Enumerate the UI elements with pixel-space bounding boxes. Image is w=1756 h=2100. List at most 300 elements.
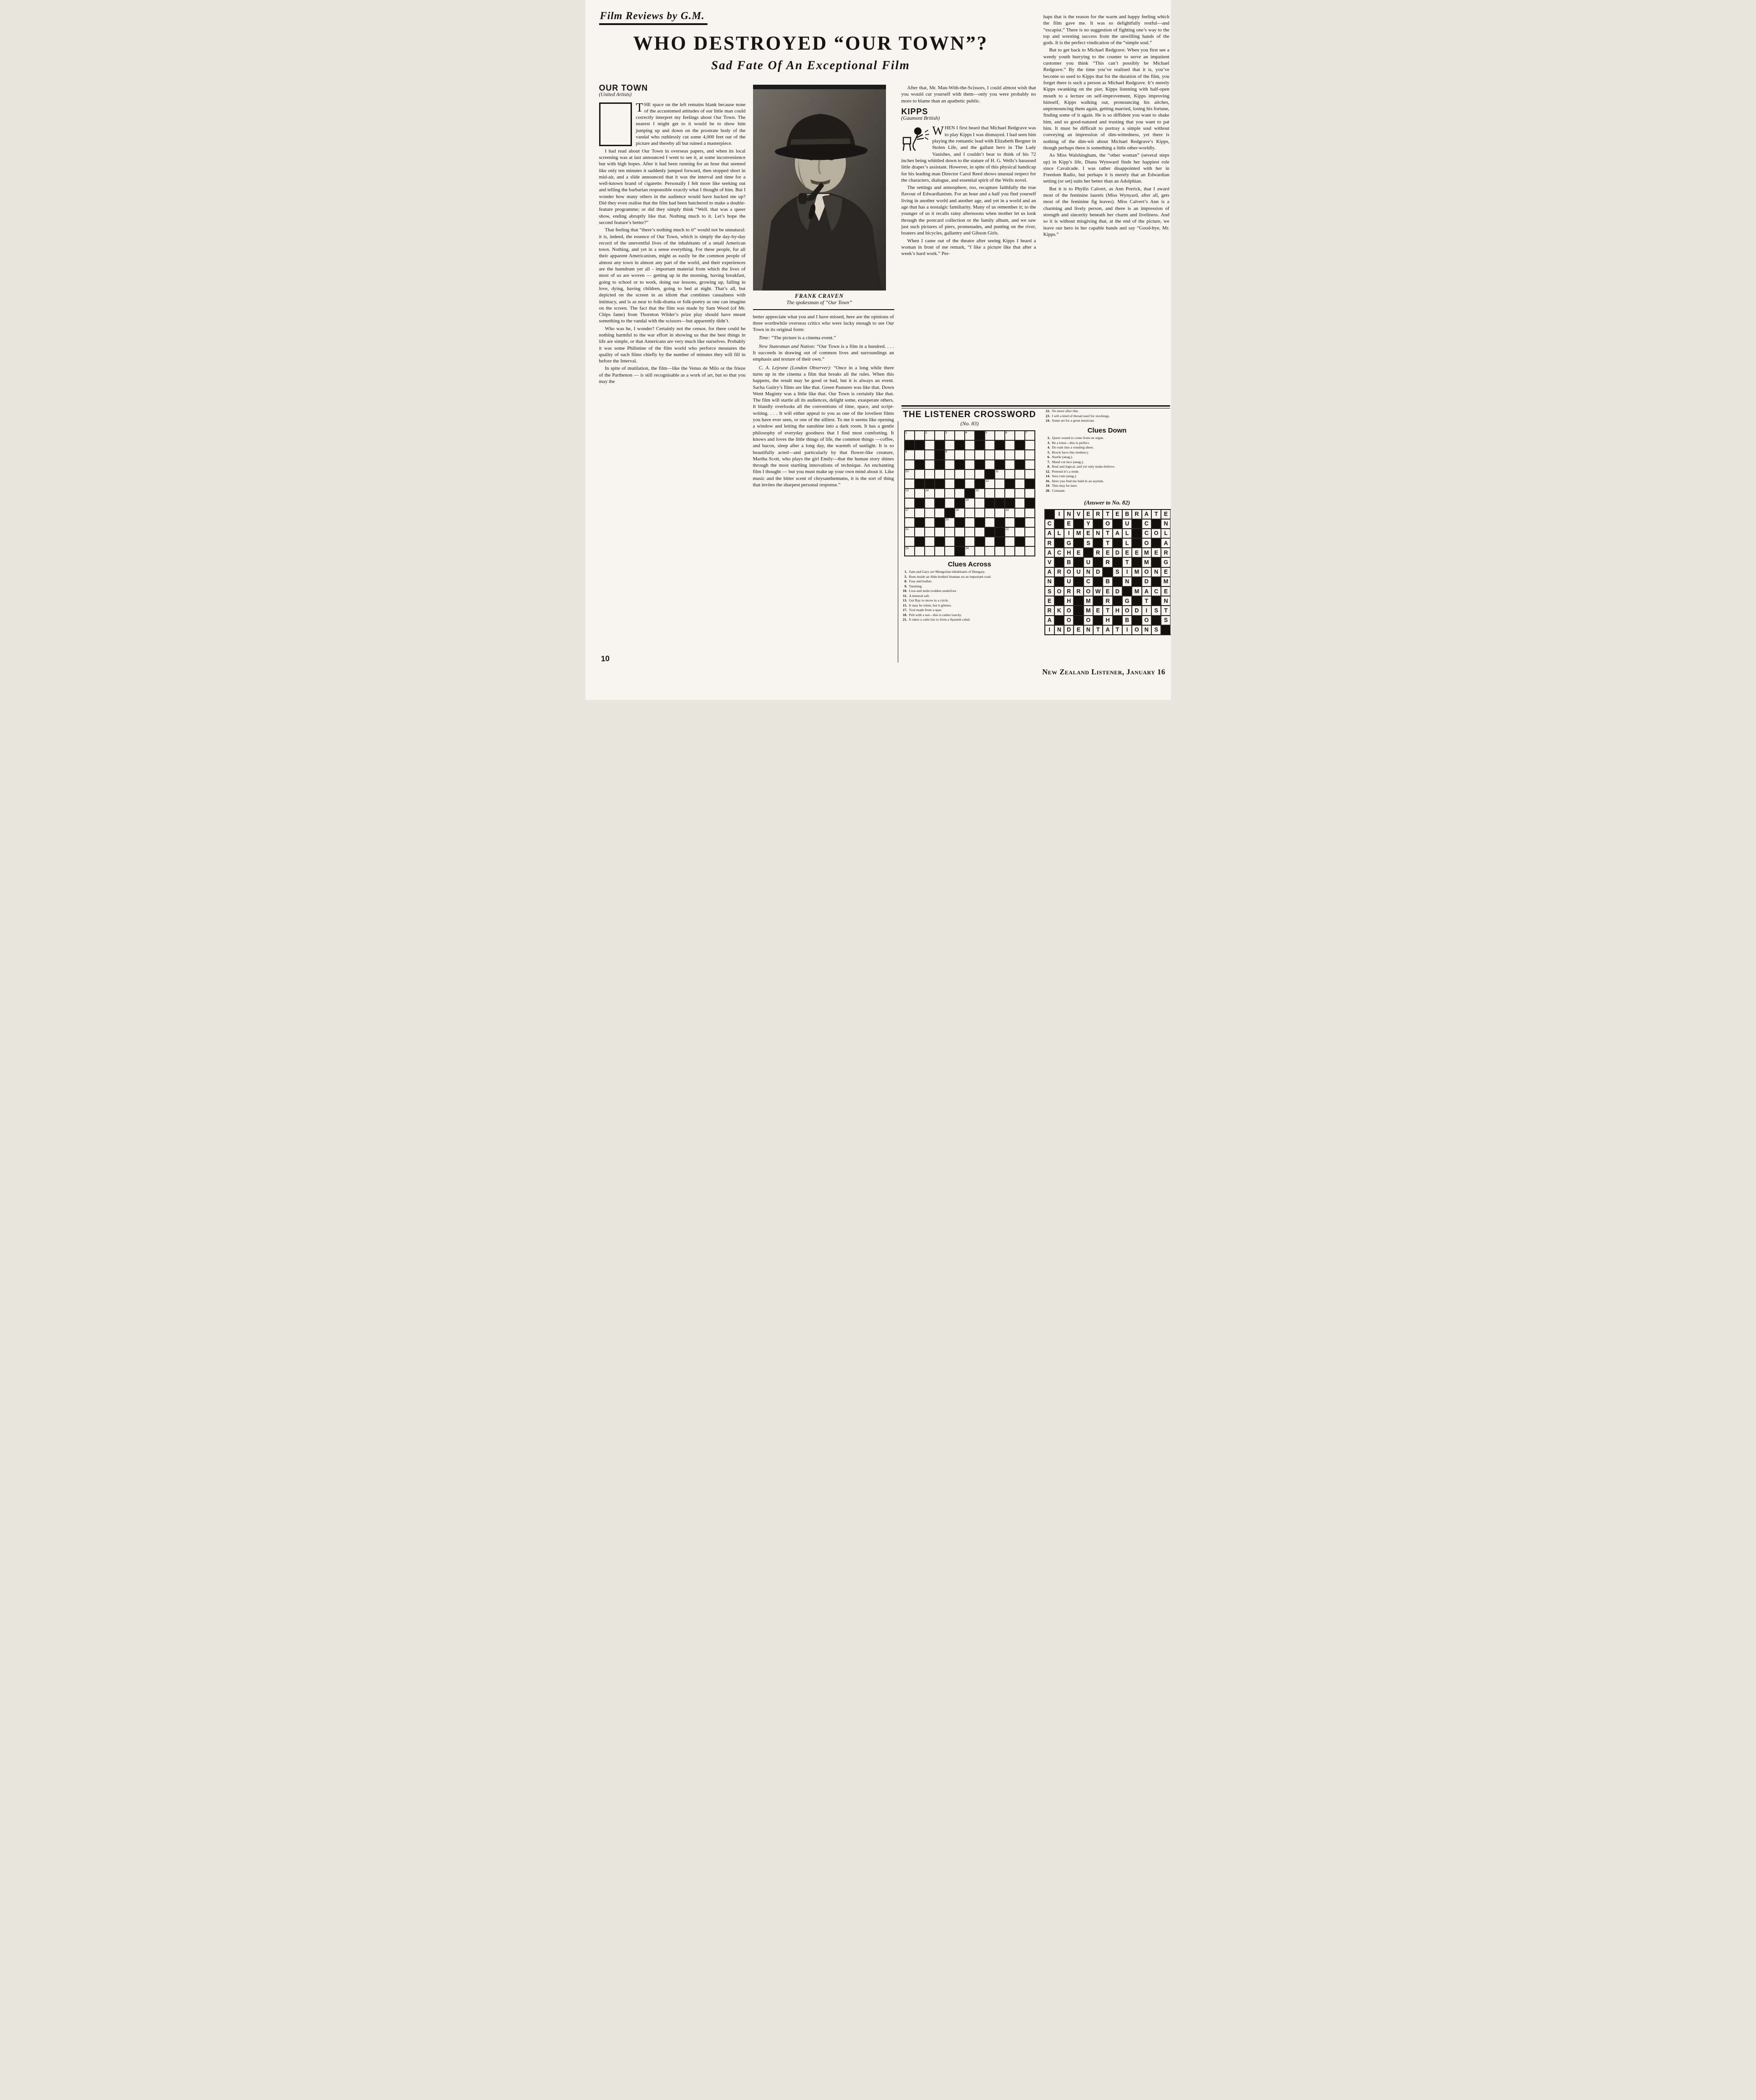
clues-down-list [1044, 436, 1170, 493]
crossword-cell [945, 460, 955, 469]
crossword-cell [1132, 529, 1141, 538]
clue-number: 4. [1047, 445, 1050, 449]
crossword-cell [955, 546, 965, 556]
crossword-cell [995, 440, 1005, 450]
crossword-cell [955, 498, 965, 508]
crossword-cell [1074, 538, 1083, 548]
clue-text: No more after this. [1052, 409, 1079, 413]
crossword-clue [1044, 489, 1170, 493]
crossword-cell [995, 508, 1005, 518]
crossword-clue [1044, 474, 1170, 478]
lead-text: HEN I first heard that Michael Redgrave was to play Kipps I was dismayed. I had seen him playing the romantic lead with Elizabeth Bergner in Stolen Life, and the gallant hero in The Lady Vanishes, and I couldn’t bear to think of his 72 inches being whittled down to the stature of H. G. Wells’s harassed little draper’s assistant. However, in spite of this physical handicap for his leading man Director Carol Reed shows unusual respect for the characters, dialogue, and essential spirit of the Wells novel. [901, 125, 1036, 183]
crossword-cell [955, 440, 965, 450]
crossword-cell: E [1093, 606, 1103, 615]
crossword-cell [1025, 489, 1035, 498]
crossword-cell: M [1142, 557, 1151, 567]
crossword-cell: M [1142, 548, 1151, 557]
cell-number: 7 [1025, 431, 1028, 434]
crossword-cell [1005, 431, 1015, 440]
crossword-cell [915, 527, 925, 537]
crossword-cell [925, 537, 935, 546]
magazine-page [585, 0, 1171, 700]
crossword-cell: C [1142, 519, 1151, 529]
clue-number: 5. [904, 574, 907, 579]
crossword-cell [965, 508, 975, 518]
crossword-cell: N [1093, 529, 1103, 538]
our-town-studio: (United Artists) [599, 92, 632, 98]
crossword-cell [945, 518, 955, 527]
clue-text: Do rush into a winding sheet. [1052, 445, 1094, 449]
answer-grid [1044, 509, 1171, 635]
clue-text: Be a lotus—this is perfect. [1052, 440, 1090, 445]
crossword-clue [1044, 460, 1170, 464]
photo-caption [753, 293, 886, 306]
cell-number: 24 [965, 547, 969, 550]
crossword-cell: S [1161, 616, 1171, 625]
cell-number: 6 [1005, 431, 1008, 434]
crossword-cell [1113, 616, 1122, 625]
crossword-cell: U [1084, 557, 1093, 567]
cell-number: 5 [985, 431, 987, 434]
crossword-cell: D [1064, 625, 1074, 635]
crossword-cell [955, 450, 965, 459]
clue-text: Pelt with a nut—this is rather touchy. [909, 612, 962, 617]
clue-number: 10. [902, 589, 907, 593]
crossword-cell: A [1103, 625, 1112, 635]
crossword-cell [1103, 567, 1112, 577]
crossword-clue [901, 589, 1038, 593]
crossword-cell [995, 460, 1005, 469]
cell-number: 4 [965, 431, 967, 434]
dropcap-initial: W [932, 124, 944, 138]
crossword-cell [945, 537, 955, 546]
crossword-cell [915, 431, 925, 440]
paragraph: In spite of mutilation, the film—like the Venus de Milo or the frieze of the Parthenon — is still recognisable as a work of art, but so that you may the [599, 366, 746, 385]
crossword-cell: E [1064, 519, 1074, 529]
crossword-cell: S [1151, 625, 1161, 635]
clue-text: Fuss and bother. [909, 579, 932, 584]
crossword-cell: C [1142, 529, 1151, 538]
crossword-cell [1015, 527, 1025, 537]
crossword-cell [905, 460, 915, 469]
crossword-cell [1113, 519, 1122, 529]
crossword-cell [1025, 450, 1035, 459]
crossword-clue [1044, 469, 1170, 474]
crossword-cell [955, 537, 965, 546]
crossword-clue [901, 613, 1038, 617]
crossword-cell [915, 537, 925, 546]
crossword-cell: T [1151, 510, 1161, 519]
paragraph: That feeling that “there’s nothing much to it” would not be unnatural: it is, indeed, the essence of Our Town, which is simply the day-by-day record of the uneventful lives of the inhabitants of a small American town. Nothing, and yet in a sense everything. For these people, for all their apparent Americanism, might as easily be the common people of almost any town in almost any part of the world, and their experiences are the humdrum yet all - important material from which the lives of most of us are woven — getting up in the morning, having breakfast, going to school or to work, doing our lessons, growing up, falling in love, dying, having children, going to bed at night. That’s all, but depicted on the screen in an idiom that combines casualness with intimacy, and is as near to folk-drama or folk-poetry as one can imagine on the screen. The fact that the film was made by Sam Wood (of Mr. Chips fame) from Thornton Wilder’s prize play should have meant something to the vandal with the scissors—but apparently didn’t. [599, 227, 746, 324]
crossword-cell [1132, 557, 1141, 567]
crossword-cell [1151, 538, 1161, 548]
crossword-cell [925, 489, 935, 498]
portrait-illustration [753, 85, 886, 291]
crossword-cell: C [1045, 519, 1054, 529]
crossword-cell [905, 518, 915, 527]
column-our-town [599, 85, 746, 386]
crossword-cell [975, 518, 985, 527]
crossword-cell: T [1142, 596, 1151, 606]
crossword-cell: R [1045, 538, 1054, 548]
crossword-cell [1074, 557, 1083, 567]
crossword-cell: S [1045, 586, 1054, 596]
caption-role: The spokesman of “Our Town” [786, 300, 852, 306]
crossword-cell [975, 508, 985, 518]
crossword-cell [915, 518, 925, 527]
crossword-cell: O [1142, 616, 1151, 625]
critic-review [753, 335, 894, 341]
crossword-cell [1132, 538, 1141, 548]
crossword-cell: M [1132, 586, 1141, 596]
crossword-cell: L [1122, 538, 1132, 548]
crossword-clue [1044, 414, 1170, 418]
crossword-cell: R [1103, 596, 1112, 606]
clue-text: Here you find me bald in an asylum. [1052, 479, 1104, 483]
crossword-cell: U [1064, 577, 1074, 586]
crossword-cell: R [1093, 548, 1103, 557]
crossword-cell [1113, 577, 1122, 586]
crossword-cell: T [1113, 625, 1122, 635]
column-right [1043, 14, 1170, 239]
crossword-cell [1005, 546, 1015, 556]
crossword-cell [1151, 577, 1161, 586]
crossword-cell [975, 546, 985, 556]
crossword-cell [915, 450, 925, 459]
answer-caption: (Answer to No. 82) [1084, 499, 1130, 506]
crossword-cell [955, 460, 965, 469]
crossword-cell [935, 440, 945, 450]
crossword-section [901, 405, 1170, 633]
cell-number: 19 [1005, 508, 1009, 512]
crossword-cell [985, 537, 995, 546]
crossword-cell [995, 469, 1005, 479]
crossword-cell [975, 537, 985, 546]
crossword-cell [975, 460, 985, 469]
crossword-cell [1074, 519, 1083, 529]
crossword-cell [1151, 616, 1161, 625]
cell-number: 3 [945, 431, 947, 434]
crossword-clue [901, 598, 1038, 602]
crossword-cell: E [1045, 596, 1054, 606]
crossword-cell [1074, 606, 1083, 615]
crossword-cell [955, 518, 965, 527]
review-text: “The picture is a cinema event.” [771, 335, 836, 341]
crossword-cell [975, 489, 985, 498]
crossword-cell: H [1064, 548, 1074, 557]
crossword-cell [1025, 498, 1035, 508]
crossword-cell [925, 527, 935, 537]
crossword-cell [915, 508, 925, 518]
crossword-cell [925, 479, 935, 489]
crossword-cell [1025, 440, 1035, 450]
review-text: “Once in a long while there turns up in the cinema a film that breaks all the rules. When this happens, the result may be good or bad, but it is always an event. Sacha Guitry’s films are like that. Green Pastures was like that. Down Went Maginty was a little like that. Our Town is certainly like that. The film will startle all its audiences, delight some, exasperate others. It blandly overlooks all the conventions of time, space, and script-writing. . . . It will either appeal to you as one of the loveliest films you have ever seen, or one of the silliest. To me it seems like opening a window and letting the sunshine into a dark room. It has a gentle philosophy of everyday goodness that I find most comforting. It knows and loves the little things of life, the common things —coffee, and bacon, sleep after a long day, the warmth of sunlight. It is so beautifully acted—and particularly by that flower-like creature, Martha Scott, who plays the girl Emily—that the human story shines through the most startling innovations of technique. An enchanting film I thought — but you must make up your own mind about it. Like music and the bitter scent of chrysanthemums, it is the sort of thing that invites the sharpest personal response.” [753, 365, 894, 488]
crossword-cell [1015, 518, 1025, 527]
clue-number: 12. [1045, 469, 1050, 474]
clue-number: 22. [1045, 409, 1050, 413]
crossword-cell: O [1103, 519, 1112, 529]
crossword-cell: O [1064, 606, 1074, 615]
crossword-cell [965, 431, 975, 440]
crossword-cell [905, 469, 915, 479]
paragraph: As Miss Walshingham, the “other woman” (several steps up) in Kipp’s life, Diana Wynward finds her happiest role since Cavalcade. I was rather disappointed with her in Freedom Radio, but perhaps it is merely that an Edwardian setting (or set) suits her better than an Adolphian. [1043, 153, 1170, 184]
crossword-cell: O [1142, 567, 1151, 577]
cell-number: 9 [945, 450, 947, 454]
crossword-cell: I [1122, 567, 1132, 577]
crossword-cell [1084, 548, 1093, 557]
crossword-cell [945, 479, 955, 489]
crossword-cell [905, 508, 915, 518]
crossword-cell [975, 450, 985, 459]
crossword-clue [1044, 464, 1170, 469]
clue-number: 7. [1047, 459, 1050, 464]
paragraph: But to get back to Michael Redgrave. When you first see a weedy youth hurrying to the counter to serve an impatient customer you think “This can’t possibly be Michael Redgrave.” By the time you’ve realised that it is, you’ve become so used to Kipps that for the duration of the film, you forget there is such a person as Michael Redgrave. It’s merely Kipps swanking on the pier, Kipps listening with half-open mouth to a lecture on self-improvement, Kipps improving himself, Kipps walking out, pronouncing his aitches, unpronouncing them again, getting married, losing his fortune, finding some of it again. He is so diffident you want to shake him, and so good-natured and trusting that you want to pat him. It must be difficult to portray a simple soul without conveying an impression of dim-wittedness, yet there is nothing of the dim-wit about Michael Redgrave’s Kipps, though perhaps there is something a little other-worldly. [1043, 47, 1170, 151]
crossword-cell: E [1084, 510, 1093, 519]
crossword-clue [1044, 455, 1170, 459]
magazine-footer: New Zealand Listener, January 16 [1042, 668, 1166, 676]
crossword-cell [1025, 469, 1035, 479]
crossword-cell: A [1045, 548, 1054, 557]
scissors-paragraph: After that, Mr. Man-With-the-Scissors, I could almost wish that you would cut yourself with them—only you were probably no more to blame than an apathetic public. [901, 85, 1036, 104]
crossword-cell [1005, 479, 1015, 489]
crossword-cell: I [1064, 529, 1074, 538]
crossword-cell [1015, 537, 1025, 546]
crossword-cell: A [1045, 616, 1054, 625]
crossword-number: (No. 83) [960, 420, 979, 427]
crossword-clue [1044, 418, 1170, 423]
cell-number: 15 [975, 489, 979, 493]
crossword-title: THE LISTENER CROSSWORD [903, 410, 1036, 419]
kipps-body [901, 184, 1036, 257]
crossword-clue [1044, 441, 1170, 445]
crossword-cell [955, 489, 965, 498]
crossword-cell: R [1045, 606, 1054, 615]
crossword-cell: E [1074, 548, 1083, 557]
crossword-cell [965, 537, 975, 546]
our-town-body [599, 148, 746, 385]
crossword-cell [1122, 586, 1132, 596]
crossword-cell [985, 460, 995, 469]
cell-number: 10 [905, 469, 909, 473]
crossword-cell [1113, 596, 1122, 606]
crossword-cell [905, 498, 915, 508]
crossword-clue [1044, 409, 1170, 413]
crossword-cell: A [1161, 538, 1171, 548]
cell-number: 23 [905, 547, 909, 550]
crossword-cell: A [1045, 529, 1054, 538]
crossword-cell [985, 440, 995, 450]
crossword-cell [1074, 616, 1083, 625]
crossword-cell [1015, 479, 1025, 489]
crossword-cell [935, 450, 945, 459]
crossword-cell [945, 431, 955, 440]
crossword-cell [995, 518, 1005, 527]
crossword-cell [925, 431, 935, 440]
masthead [599, 10, 1023, 72]
crossword-cell [1093, 596, 1103, 606]
cell-number: 1 [905, 431, 907, 434]
crossword-cell [955, 431, 965, 440]
crossword-cell [965, 479, 975, 489]
crossword-cell [915, 546, 925, 556]
crossword-cell [925, 546, 935, 556]
cell-number: 8 [905, 450, 907, 454]
clues-down-title: Clues Down [1087, 427, 1127, 434]
clue-number: 9. [904, 584, 907, 588]
crossword-cell [1005, 508, 1015, 518]
crossword-cell [945, 527, 955, 537]
crossword-cell [955, 508, 965, 518]
crossword-cell [1054, 616, 1064, 625]
crossword-cell [925, 518, 935, 527]
caption-rule [753, 309, 894, 310]
crossword-cell [1015, 546, 1025, 556]
crossword-cell [915, 440, 925, 450]
clues-across-overflow [1044, 409, 1170, 423]
crossword-cell [985, 479, 995, 489]
crossword-cell: N [1064, 510, 1074, 519]
review-source: C. A. Lejeune (London Observer): [758, 365, 834, 371]
clue-text: Some art for a great musician. [1052, 418, 1095, 423]
crossword-cell [1161, 625, 1171, 635]
clue-text: Taunting. [909, 584, 923, 588]
crossword-cell [1132, 616, 1141, 625]
crossword-clue [1044, 436, 1170, 440]
crossword-cell [1151, 557, 1161, 567]
crossword-cell [1045, 510, 1054, 519]
crossword-cell [995, 431, 1005, 440]
crossword-cell: O [1151, 529, 1161, 538]
crossword-cell: N [1151, 567, 1161, 577]
crossword-cell: I [1045, 625, 1054, 635]
crossword-cell [945, 489, 955, 498]
crossword-cell [1015, 431, 1025, 440]
crossword-cell [1015, 508, 1025, 518]
crossword-cell [1025, 431, 1035, 440]
crossword-cell [1151, 519, 1161, 529]
crossword-cell [1093, 519, 1103, 529]
lead-text: HE space on the left remains blank because none of the accustomed attitudes of our little man could correctly interpret my feelings about Our Town. The nearest I might get to it would be to show him jumping up and down on the prostrate body of the vandal who ruthlessly cut some 4,000 feet out of the picture and thereby all but ruined a masterpiece. [636, 102, 746, 147]
crossword-cell [995, 450, 1005, 459]
kipps-title: KIPPS [901, 107, 928, 116]
crossword-cell [985, 431, 995, 440]
crossword-cell: E [1122, 548, 1132, 557]
crossword-cell: N [1161, 519, 1171, 529]
crossword-cell [975, 498, 985, 508]
crossword-cell: T [1103, 606, 1112, 615]
crossword-cell [925, 460, 935, 469]
clue-text: A mineral salt. [909, 593, 930, 598]
crossword-cell [965, 450, 975, 459]
crossword-cell: H [1064, 596, 1074, 606]
crossword-cell [985, 527, 995, 537]
crossword-cell [965, 546, 975, 556]
crossword-cell [935, 460, 945, 469]
clue-text: Bowls have this tendency. [1052, 450, 1089, 454]
crossword-cell: C [1054, 548, 1064, 557]
crossword-cell [915, 460, 925, 469]
crossword-cell: E [1132, 548, 1141, 557]
crossword-cell [995, 537, 1005, 546]
crossword-cell: H [1103, 616, 1112, 625]
crossword-cell: O [1064, 616, 1074, 625]
crossword-cell [905, 450, 915, 459]
crossword-cell: A [1045, 567, 1054, 577]
crossword-cell [935, 537, 945, 546]
dropcap-initial: T [636, 100, 643, 114]
crossword-cell [985, 450, 995, 459]
column-kipps [901, 85, 1036, 258]
crossword-cell [1015, 489, 1025, 498]
crossword-cell: A [1113, 529, 1122, 538]
clue-number: 17. [902, 608, 907, 612]
review-source: Time: [758, 335, 772, 341]
crossword-cell [1054, 538, 1064, 548]
clue-number: 2. [1047, 436, 1050, 440]
crossword-cell [955, 479, 965, 489]
crossword-cell [1074, 596, 1083, 606]
crossword-cell: L [1161, 529, 1171, 538]
crossword-cell [1093, 538, 1103, 548]
crossword-cell [955, 469, 965, 479]
crossword-cell: V [1045, 557, 1054, 567]
crossword-cell: Y [1084, 519, 1093, 529]
kipps-lead-paragraph [901, 125, 1036, 183]
crossword-cell: O [1054, 586, 1064, 596]
crossword-cell: R [1103, 557, 1112, 567]
crossword-cell: M [1161, 577, 1171, 586]
crossword-cell: T [1103, 529, 1112, 538]
crossword-cell: T [1093, 625, 1103, 635]
paragraph: Who was he, I wonder? Certainly not the censor, for there could be nothing harmful to the war effort in showing us that the best things in life are simple, or that Americans are very much like ourselves. Probably it was some Philistine of the film world who perforce measures the quality of such films chiefly by the number of minutes they will fill in before the Interval. [599, 326, 746, 364]
clue-text: Sees rum (anag.). [1052, 474, 1077, 478]
crossword-cell [945, 450, 955, 459]
crossword-cell [1005, 518, 1015, 527]
crossword-cell [975, 479, 985, 489]
crossword-cell [965, 460, 975, 469]
clue-number: 13. [902, 598, 907, 603]
crossword-cell [965, 440, 975, 450]
crossword-clue [901, 579, 1038, 583]
crossword-cell: G [1161, 557, 1171, 567]
crossword-cell [965, 498, 975, 508]
crossword-cell [925, 508, 935, 518]
crossword-cell [955, 527, 965, 537]
crossword-cell: C [1151, 586, 1161, 596]
cell-number: 22 [1005, 527, 1009, 531]
crossword-cell [975, 527, 985, 537]
crossword-cell: D [1142, 577, 1151, 586]
crossword-cell [1151, 596, 1161, 606]
crossword-cell [935, 508, 945, 518]
crossword-cell: E [1151, 548, 1161, 557]
crossword-cell [1025, 508, 1035, 518]
crossword-cell: L [1054, 529, 1064, 538]
crossword-clue [901, 584, 1038, 588]
clue-number: 19. [1045, 484, 1050, 488]
clue-text: Queer sound to come from an organ. [1052, 436, 1104, 440]
crossword-cell [1005, 498, 1015, 508]
crossword-cell [1054, 519, 1064, 529]
crossword-cell: R [1161, 548, 1171, 557]
clue-number: 8. [904, 579, 907, 584]
crossword-cell: O [1084, 616, 1093, 625]
crossword-cell [1005, 537, 1015, 546]
crossword-cell [915, 479, 925, 489]
clue-text: Tool made from a spar. [909, 608, 942, 612]
cell-number: 17 [905, 508, 909, 512]
crossword-clue [901, 608, 1038, 612]
